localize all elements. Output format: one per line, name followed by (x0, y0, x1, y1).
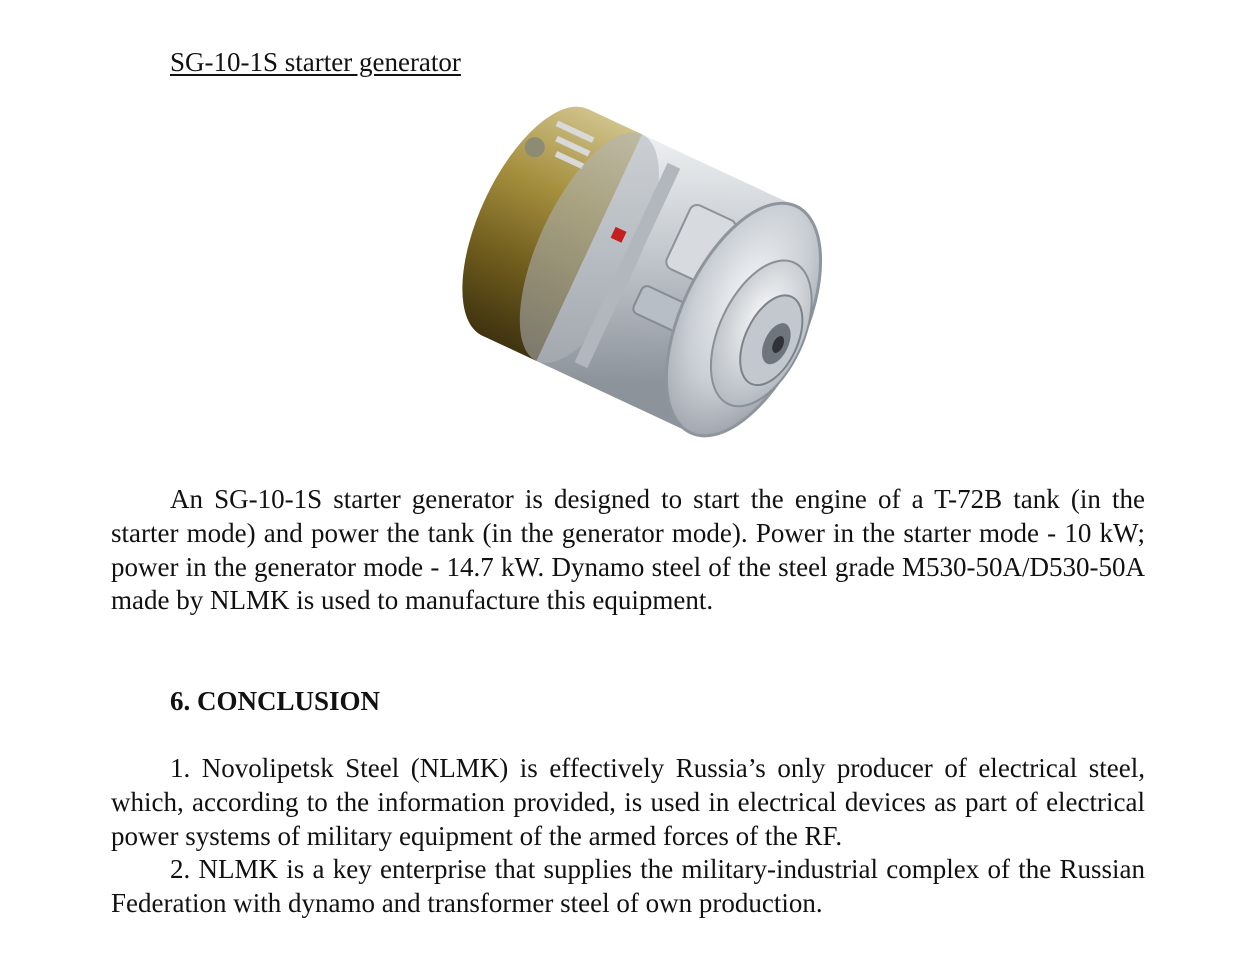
description-paragraph: An SG-10-1S starter generator is designed to start the engine of a T-72B tank (in the starter mode) and power the tank (in the generator mode). Power in the starter mode - 10 kW; power in the generator mode - 14.7 kW. Dynamo steel of the steel grade M530-50A/D530-50A made by NLMK is used to manufacture this equipment. (111, 484, 1145, 616)
figure-caption: SG-10-1S starter generator (170, 47, 461, 77)
conclusion-item-1: 1. Novolipetsk Steel (NLMK) is effectively Russia’s only producer of electrical steel, which, according to the information provided, is used in electrical devices as part of electrical power systems of military equipment of the armed forces of the RF. (111, 753, 1145, 851)
starter-generator-photo (400, 90, 870, 470)
starter-generator-icon (400, 90, 870, 470)
section-heading: 6. CONCLUSION (170, 686, 381, 716)
conclusion-item-2: 2. NLMK is a key enterprise that supplies the military-industrial complex of the Russian Federation with dynamo and transformer steel of own production. (111, 854, 1145, 918)
